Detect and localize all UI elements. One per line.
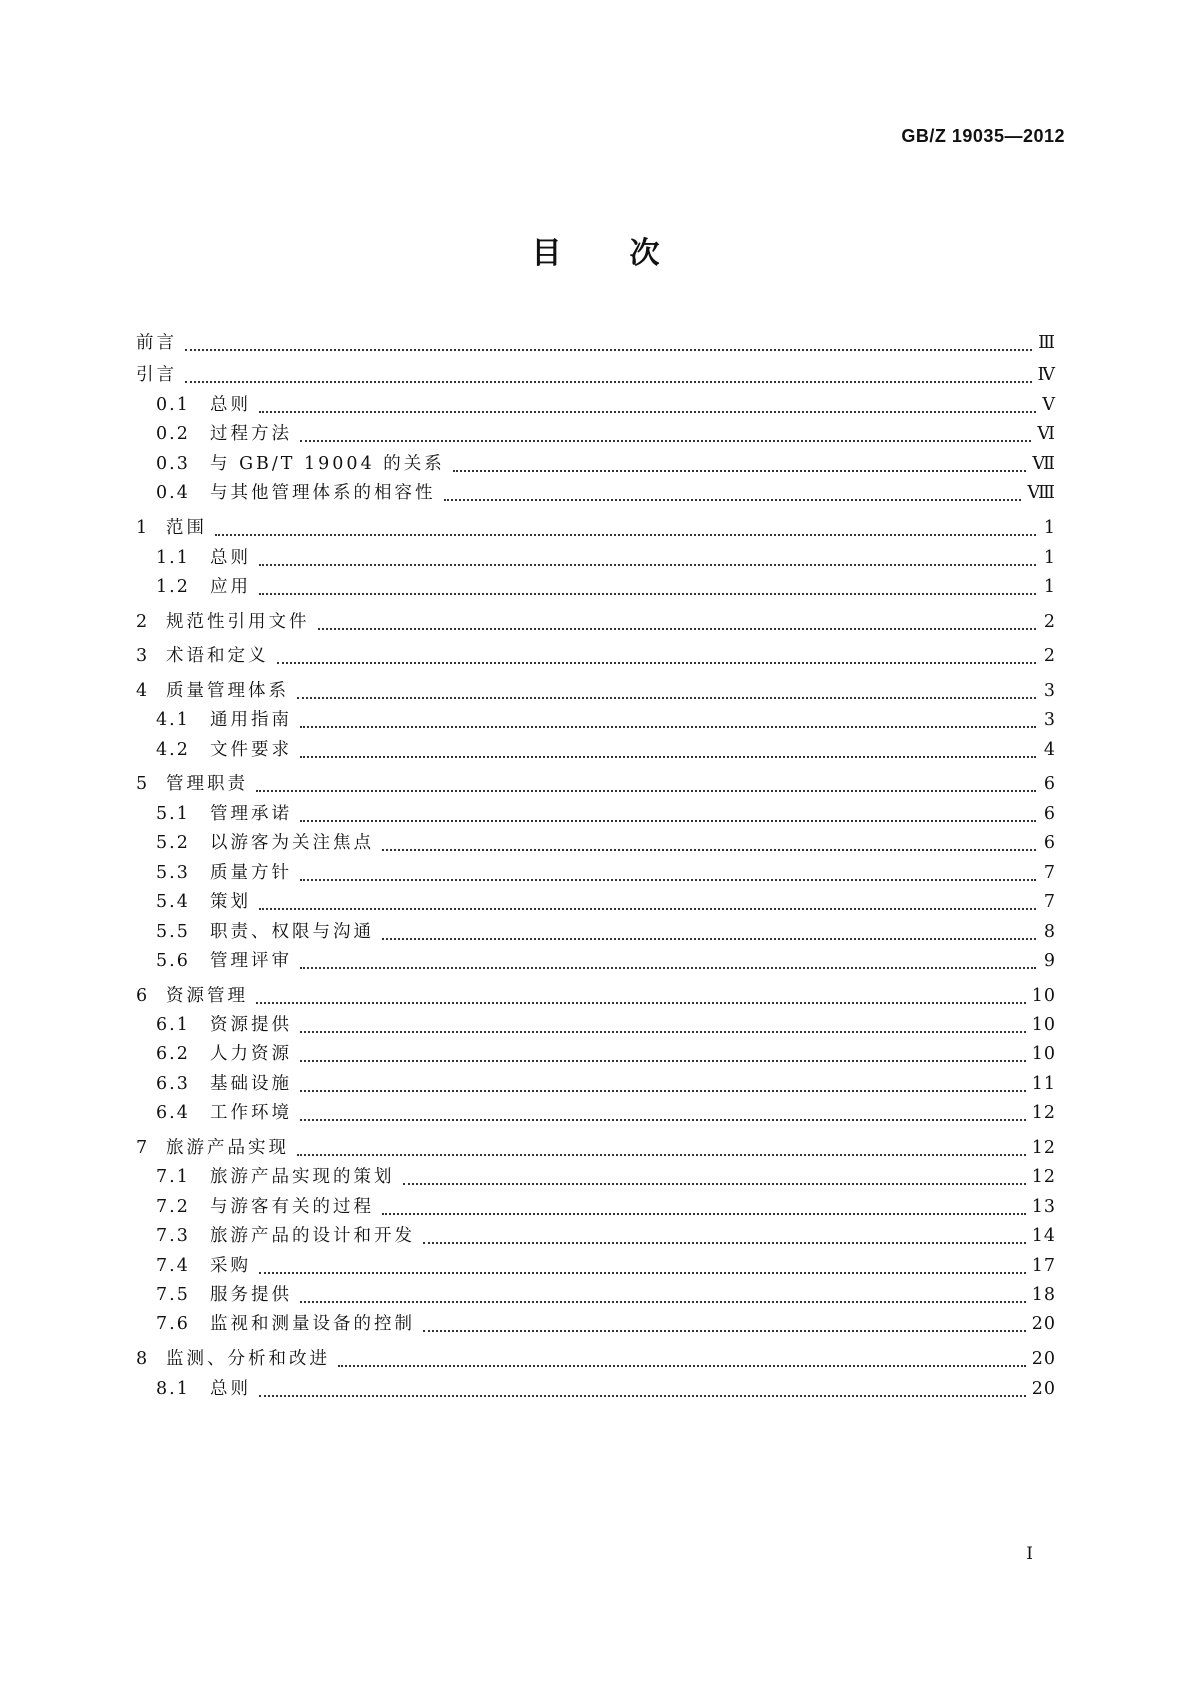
toc-entry-label: 监视和测量设备的控制 (210, 1314, 415, 1334)
toc-entry-page: 8 (1043, 922, 1056, 942)
dot-leader (300, 430, 1031, 442)
toc-entry-label: 术语和定义 (166, 646, 269, 666)
toc-entry-page: 10 (1031, 1044, 1056, 1064)
toc-entry-page: 1 (1043, 518, 1056, 538)
toc-entry-page: 7 (1043, 892, 1056, 912)
toc-entry-page: 12 (1031, 1167, 1056, 1187)
toc-entry-label: 引言 (136, 365, 177, 385)
toc-entry-label: 质量管理体系 (166, 681, 289, 701)
toc-entry-page: Ⅴ (1042, 395, 1056, 415)
dot-leader (277, 652, 1037, 664)
dot-leader (300, 1109, 1026, 1121)
toc-entry-label: 应用 (210, 577, 251, 597)
toc-entry-number: 1 (136, 518, 150, 538)
dot-leader (300, 746, 1036, 758)
toc-entry[interactable] (156, 1165, 1056, 1189)
page-title (0, 228, 1191, 272)
dot-leader (300, 1080, 1026, 1092)
toc-entry-label: 范围 (166, 518, 207, 538)
toc-entry-label: 管理评审 (210, 951, 292, 971)
dot-leader (423, 1320, 1026, 1332)
toc-entry-label: 总则 (210, 548, 251, 568)
toc-entry[interactable] (136, 610, 1056, 634)
toc-entry-page: 7 (1043, 863, 1056, 883)
dot-leader (259, 401, 1036, 413)
toc-entry-label: 通用指南 (210, 710, 292, 730)
toc-entry-number: 7.4 (156, 1256, 190, 1276)
dot-leader (300, 957, 1036, 969)
toc-entry-number: 5.4 (156, 892, 190, 912)
toc-entry-page: 6 (1043, 774, 1056, 794)
dot-leader (423, 1232, 1026, 1244)
toc-entry[interactable] (136, 516, 1056, 540)
toc-entry-page: 13 (1031, 1197, 1056, 1217)
toc-entry[interactable] (136, 1347, 1056, 1371)
toc-entry-page: 11 (1031, 1074, 1056, 1094)
toc-entry-number: 1.2 (156, 577, 190, 597)
toc-entry[interactable] (156, 1283, 1056, 1307)
toc-entry-page: 14 (1031, 1226, 1056, 1246)
toc-entry-number: 2 (136, 612, 150, 632)
toc-entry-label: 质量方针 (210, 863, 292, 883)
toc-entry-label: 总则 (210, 1379, 251, 1399)
toc-entry[interactable] (156, 861, 1056, 885)
toc-entry-page: 1 (1043, 577, 1056, 597)
dot-leader (300, 810, 1036, 822)
toc-entry-page: 12 (1031, 1138, 1056, 1158)
toc-entry-label: 职责、权限与沟通 (210, 922, 374, 942)
toc-entry-number: 1.1 (156, 548, 190, 568)
toc-entry-number: 5.2 (156, 833, 190, 853)
toc-entry-number: 5.6 (156, 951, 190, 971)
dot-leader (403, 1173, 1026, 1185)
dot-leader (382, 928, 1036, 940)
toc-entry-number: 0.3 (156, 454, 190, 474)
toc-entry-number: 5.1 (156, 804, 190, 824)
toc-entry-label: 规范性引用文件 (166, 612, 310, 632)
toc-entry-page: Ⅳ (1037, 365, 1056, 385)
toc-entry-number: 7 (136, 1138, 150, 1158)
dot-leader (300, 1291, 1026, 1303)
dot-leader (300, 716, 1036, 728)
toc-entry[interactable] (156, 481, 1056, 505)
dot-leader (300, 1050, 1026, 1062)
toc-entry[interactable] (156, 452, 1056, 476)
toc-entry-label: 旅游产品的设计和开发 (210, 1226, 415, 1246)
toc-entry-number: 7.2 (156, 1197, 190, 1217)
toc-entry[interactable] (156, 802, 1056, 826)
toc-entry-number: 8 (136, 1349, 150, 1369)
dot-leader (259, 583, 1036, 595)
dot-leader (259, 1385, 1026, 1397)
toc-entry-page: 20 (1031, 1349, 1056, 1369)
toc-entry[interactable] (156, 575, 1056, 599)
toc-entry-page: 12 (1031, 1103, 1056, 1123)
toc-entry-page: 6 (1043, 833, 1056, 853)
dot-leader (259, 554, 1036, 566)
toc-entry-label: 资源管理 (166, 986, 248, 1006)
toc-entry-label: 策划 (210, 892, 251, 912)
toc-entry[interactable] (156, 738, 1056, 762)
toc-entry[interactable] (136, 363, 1056, 387)
toc-entry-number: 7.1 (156, 1167, 190, 1187)
toc-entry[interactable] (156, 1254, 1056, 1278)
toc-entry-page: 4 (1043, 740, 1056, 760)
toc-entry[interactable] (156, 1101, 1056, 1125)
toc-entry[interactable] (136, 679, 1056, 703)
toc-entry-number: 6.3 (156, 1074, 190, 1094)
toc-entry-page: 17 (1031, 1256, 1056, 1276)
toc-entry[interactable] (136, 984, 1056, 1008)
toc-entry[interactable] (156, 831, 1056, 855)
toc-entry-page: Ⅷ (1027, 483, 1056, 503)
dot-leader (318, 618, 1037, 630)
standard-code: GB/Z 19035—2012 (901, 126, 1065, 146)
toc-entry-number: 0.4 (156, 483, 190, 503)
toc-entry-label: 过程方法 (210, 424, 292, 444)
dot-leader (297, 687, 1036, 699)
toc-entry-number: 4 (136, 681, 150, 701)
toc-entry[interactable] (156, 393, 1056, 417)
toc-entry-label: 资源提供 (210, 1015, 292, 1035)
toc-entry[interactable] (156, 1312, 1056, 1336)
toc-entry[interactable] (156, 1072, 1056, 1096)
toc-entry[interactable] (136, 1136, 1056, 1160)
footer-page-number: I (1026, 1544, 1033, 1564)
dot-leader (185, 371, 1032, 383)
toc-entry-page: 1 (1043, 548, 1056, 568)
toc-entry[interactable] (156, 1195, 1056, 1219)
toc-entry-label: 与游客有关的过程 (210, 1197, 374, 1217)
toc-entry-number: 6.1 (156, 1015, 190, 1035)
toc-entry-number: 3 (136, 646, 150, 666)
toc-entry-label: 服务提供 (210, 1285, 292, 1305)
toc-entry[interactable] (156, 1377, 1056, 1401)
dot-leader (444, 489, 1022, 501)
toc-entry-label: 管理职责 (166, 774, 248, 794)
dot-leader (259, 898, 1036, 910)
toc-entry-number: 8.1 (156, 1379, 190, 1399)
toc-entry-page: 6 (1043, 804, 1056, 824)
dot-leader (215, 524, 1036, 536)
dot-leader (300, 1021, 1026, 1033)
toc-entry-number: 6 (136, 986, 150, 1006)
toc-entry-page: Ⅲ (1038, 333, 1056, 353)
toc-entry-page: 2 (1043, 646, 1056, 666)
toc-entry-label: 监测、分析和改进 (166, 1349, 330, 1369)
toc-entry[interactable] (136, 331, 1056, 355)
toc-entry-number: 7.3 (156, 1226, 190, 1246)
toc-entry-page: 20 (1031, 1314, 1056, 1334)
toc-entry-label: 文件要求 (210, 740, 292, 760)
toc-entry-number: 0.2 (156, 424, 190, 444)
dot-leader (259, 1262, 1026, 1274)
toc-entry-label: 以游客为关注焦点 (210, 833, 374, 853)
toc-entry-number: 5.5 (156, 922, 190, 942)
toc-entry-label: 管理承诺 (210, 804, 292, 824)
toc-entry[interactable] (156, 708, 1056, 732)
toc-entry-label: 旅游产品实现 (166, 1138, 289, 1158)
dot-leader (338, 1355, 1026, 1367)
toc-entry-page: 2 (1043, 612, 1056, 632)
toc-entry[interactable] (156, 1042, 1056, 1066)
toc-entry-number: 7.6 (156, 1314, 190, 1334)
toc-entry-label: 基础设施 (210, 1074, 292, 1094)
toc-entry-number: 4.2 (156, 740, 190, 760)
toc-entry-page: 20 (1031, 1379, 1056, 1399)
toc-entry[interactable] (156, 546, 1056, 570)
dot-leader (297, 1144, 1026, 1156)
toc-entry-label: 前言 (136, 333, 177, 353)
toc-entry-label: 与 GB/T 19004 的关系 (210, 454, 445, 474)
toc-entry-page: 3 (1043, 710, 1056, 730)
toc-entry-number: 4.1 (156, 710, 190, 730)
toc-entry-label: 与其他管理体系的相容性 (210, 483, 436, 503)
dot-leader (256, 992, 1026, 1004)
toc-entry[interactable] (136, 772, 1056, 796)
dot-leader (453, 460, 1027, 472)
toc-entry-number: 6.4 (156, 1103, 190, 1123)
dot-leader (382, 1203, 1026, 1215)
toc-entry-label: 总则 (210, 395, 251, 415)
toc-entry-page: Ⅶ (1032, 454, 1056, 474)
toc-entry-page: 10 (1031, 1015, 1056, 1035)
dot-leader (185, 339, 1032, 351)
dot-leader (256, 780, 1036, 792)
toc-entry-page: 3 (1043, 681, 1056, 701)
title-char-2: 次 (629, 236, 660, 271)
title-char-1: 目 (531, 236, 562, 271)
toc-entry-page: 10 (1031, 986, 1056, 1006)
toc-entry-number: 5 (136, 774, 150, 794)
toc-entry-page: 18 (1031, 1285, 1056, 1305)
toc-entry-label: 人力资源 (210, 1044, 292, 1064)
toc-entry-label: 旅游产品实现的策划 (210, 1167, 395, 1187)
toc-entry[interactable] (136, 644, 1056, 668)
dot-leader (382, 839, 1036, 851)
toc-entry[interactable] (156, 422, 1056, 446)
toc-entry-page: 9 (1043, 951, 1056, 971)
toc-entry-number: 5.3 (156, 863, 190, 883)
toc-entry[interactable] (156, 1224, 1056, 1248)
toc-entry-label: 工作环境 (210, 1103, 292, 1123)
toc-entry[interactable] (156, 920, 1056, 944)
toc-entry[interactable] (156, 949, 1056, 973)
toc-entry[interactable] (156, 890, 1056, 914)
toc-entry-label: 采购 (210, 1256, 251, 1276)
dot-leader (300, 869, 1036, 881)
toc-entry-page: Ⅵ (1037, 424, 1056, 444)
toc-entry-number: 6.2 (156, 1044, 190, 1064)
toc-entry[interactable] (156, 1013, 1056, 1037)
toc-entry-number: 7.5 (156, 1285, 190, 1305)
toc-entry-number: 0.1 (156, 395, 190, 415)
